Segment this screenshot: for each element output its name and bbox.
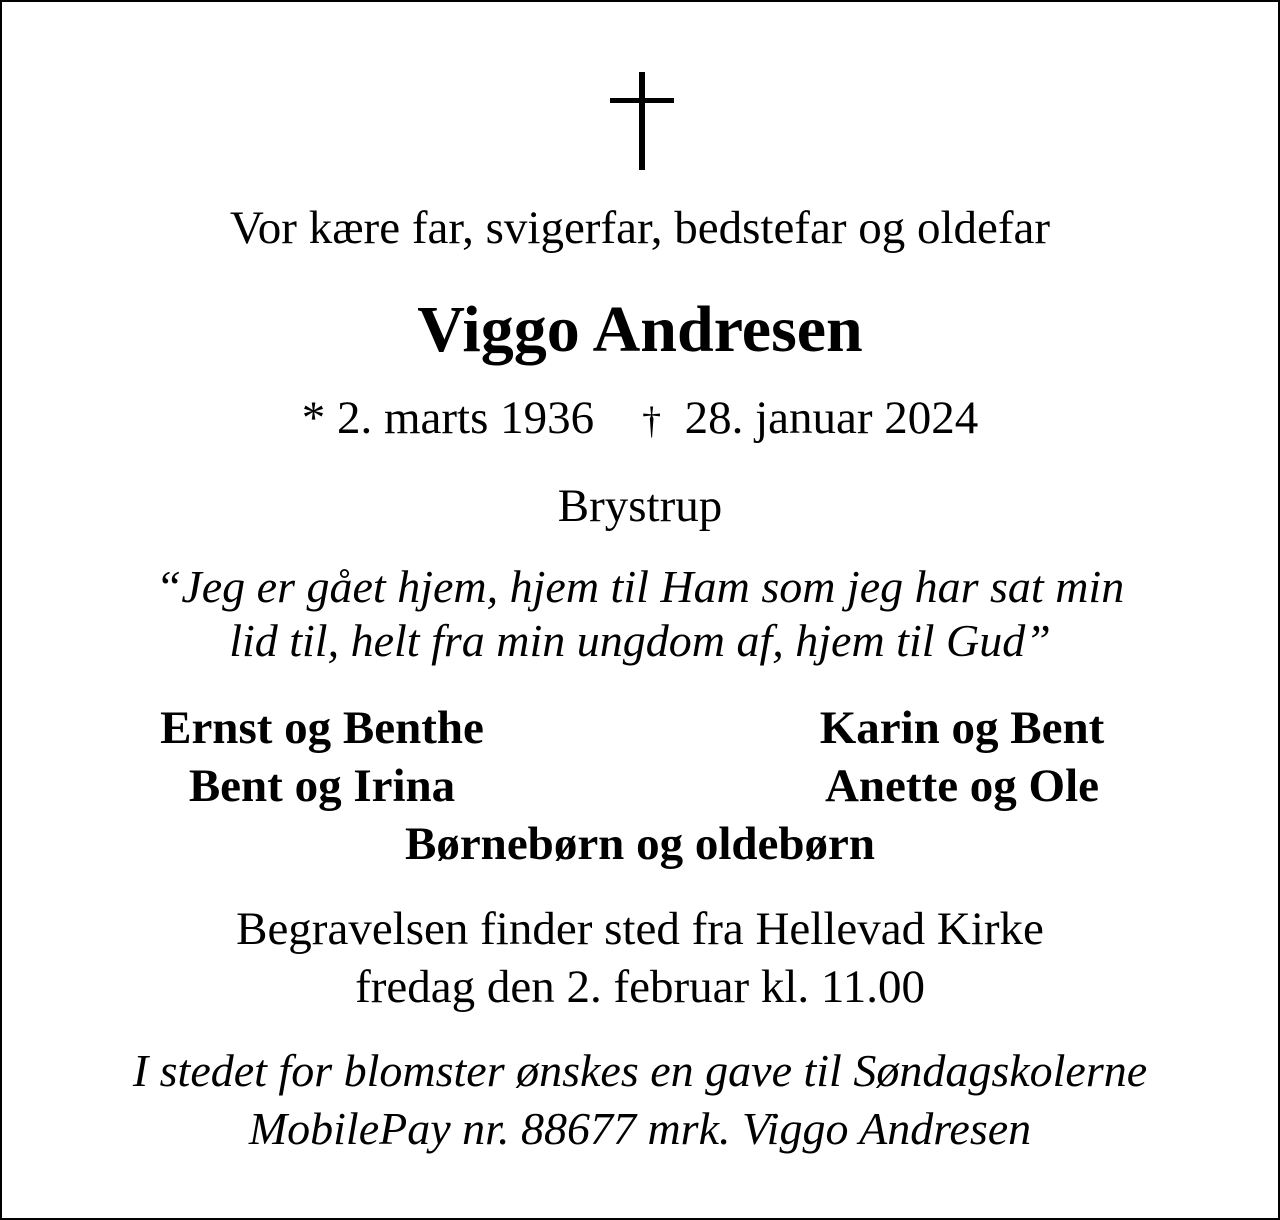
- funeral-time: fredag den 2. februar kl. 11.00: [355, 961, 925, 1013]
- family-member-names: Ernst og Benthe: [160, 702, 484, 754]
- latin-cross-icon: [610, 72, 674, 170]
- funeral-location: Begravelsen finder sted fra Hellevad Kirke: [236, 903, 1044, 955]
- family-member-names: Karin og Bent: [819, 702, 1105, 754]
- funeral-info: [2, 900, 1278, 1016]
- donation-request: I stedet for blomster ønskes en gave til Søndagskolerne: [132, 1045, 1148, 1096]
- donation-info: [2, 1042, 1278, 1158]
- quote-line: “Jeg er gået hjem, hjem til Ham som jeg har sat min: [155, 561, 1125, 612]
- mobilepay-reference: MobilePay nr. 88677 mrk. Viggo Andresen: [248, 1103, 1032, 1154]
- birth-date: * 2. marts 1936: [301, 392, 595, 444]
- family-member-names: Anette og Ole: [824, 760, 1100, 812]
- memorial-quote: [2, 560, 1278, 668]
- death-date: 28. januar 2024: [684, 392, 979, 444]
- quote-line: lid til, helt fra min ungdom af, hjem til Gud”: [229, 615, 1051, 666]
- deceased-name: Viggo Andresen: [417, 293, 863, 366]
- place-of-residence: Brystrup: [557, 480, 723, 532]
- life-dates: [2, 390, 1278, 449]
- family-member-names: Bent og Irina: [188, 760, 456, 812]
- intro-text: Vor kære far, svigerfar, bedstefar og oldefar: [229, 202, 1051, 254]
- dagger-icon: †: [642, 400, 662, 442]
- grandchildren-line: Børnebørn og oldebørn: [404, 818, 876, 870]
